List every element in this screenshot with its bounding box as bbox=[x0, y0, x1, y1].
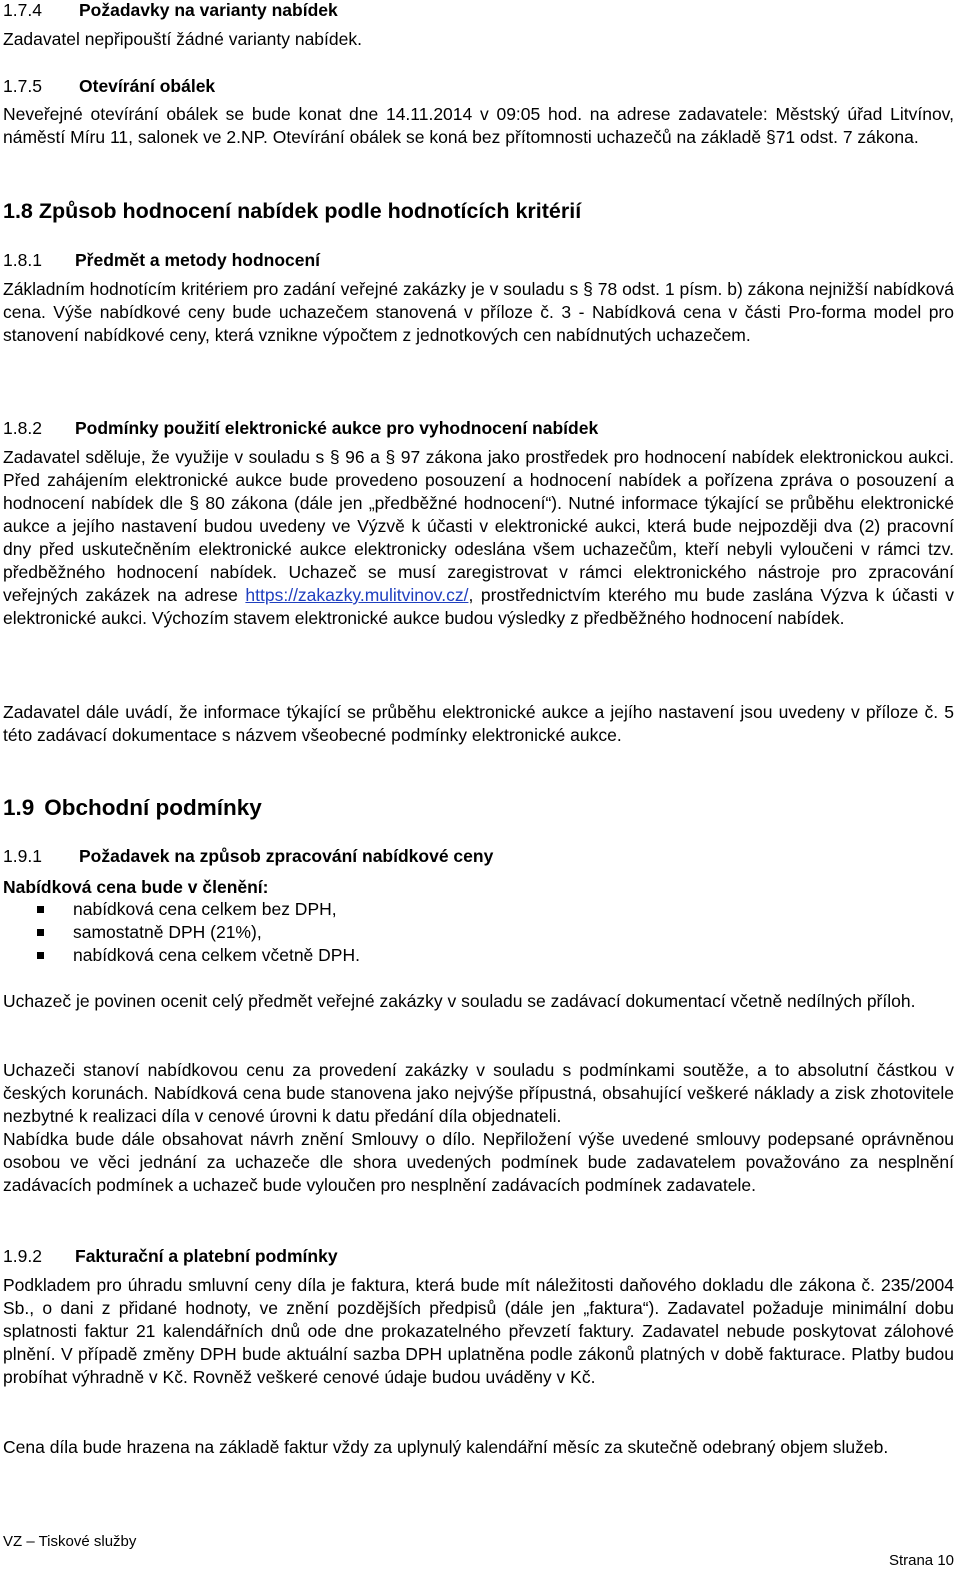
section-number: 1.8.1 bbox=[3, 250, 42, 270]
paragraph: Uchazeči stanoví nabídkovou cenu za provedení zakázky v souladu s podmínkami soutěže, a to absolutní částkou v českých korunách. Nabídková cena bude stanovena jako nejvýše přípustná, obsahující veškeré náklady a zisk zhotovitele nezbytné k realizaci díla v cenové úrovni k datu předání díla objednateli. bbox=[3, 1060, 954, 1126]
section-title: Předmět a metody hodnocení bbox=[75, 250, 321, 270]
list-item bbox=[0, 921, 360, 944]
section-title: Fakturační a platební podmínky bbox=[75, 1246, 338, 1266]
list-item-text: nabídková cena celkem bez DPH, bbox=[73, 899, 337, 919]
price-breakdown-list bbox=[0, 898, 360, 967]
zakazky-link[interactable]: https://zakazky.mulitvinov.cz/ bbox=[245, 585, 469, 605]
bullet-square-icon bbox=[37, 906, 44, 913]
bullet-square-icon bbox=[37, 929, 44, 936]
paragraph: Cena díla bude hrazena na základě faktur vždy za uplynulý kalendářní měsíc za skutečně odebraný objem služeb. bbox=[3, 1437, 889, 1457]
paragraph: Zadavatel nepřipouští žádné varianty nabídek. bbox=[3, 29, 362, 49]
paragraph: Nabídka bude dále obsahovat návrh znění Smlouvy o dílo. Nepřiložení výše uvedené smlouvy podepsané oprávněnou osobou ve věci jednání za uchazeče dle shora uvedených podmínek bude zadavatelem považováno za nesplnění zadávacích podmínek a uchazeč bude vyloučen pro nesplnění zadávacích podmínek zadavatele. bbox=[3, 1129, 954, 1195]
section-title: Podmínky použití elektronické aukce pro vyhodnocení nabídek bbox=[75, 418, 599, 438]
section-title: Požadavek na způsob zpracování nabídkové ceny bbox=[79, 846, 494, 866]
section-number: 1.7.4 bbox=[3, 0, 42, 20]
section-number: 1.8.2 bbox=[3, 418, 42, 438]
list-lead: Nabídková cena bude v členění: bbox=[3, 877, 269, 897]
heading-1-8-1 bbox=[3, 250, 320, 271]
section-number: 1.9.2 bbox=[3, 1246, 42, 1266]
list-item bbox=[0, 898, 360, 921]
heading-1-8 bbox=[3, 199, 581, 224]
paragraph bbox=[3, 446, 954, 630]
section-number: 1.8 bbox=[3, 199, 33, 223]
page-number: Strana 10 bbox=[888, 1552, 954, 1569]
list-item-text: nabídková cena celkem včetně DPH. bbox=[73, 945, 360, 965]
section-title: Otevírání obálek bbox=[79, 76, 216, 96]
paragraph: Základním hodnotícím kritériem pro zadání veřejné zakázky je v souladu s § 78 odst. 1 písm. b) zákona nejnižší nabídková cena. Výše nabídkové ceny bude uchazečem stanovená v příloze č. 3 - Nabídková cena v části Pro-forma model pro stanovení nabídkové ceny, která vznikne výpočtem z jednotkových cen nabídnutých uchazečem. bbox=[3, 279, 954, 345]
heading-1-9-1 bbox=[3, 846, 493, 867]
section-number: 1.7.5 bbox=[3, 76, 42, 96]
paragraph: Neveřejné otevírání obálek se bude konat dne 14.11.2014 v 09:05 hod. na adrese zadavatele: Městský úřad Litvínov, náměstí Míru 11, salonek ve 2.NP. Otevírání obálek se koná bez přítomnosti uchazečů na základě §71 odst. 7 zákona. bbox=[3, 104, 954, 147]
section-number: 1.9.1 bbox=[3, 846, 42, 866]
paragraph-text: , prostřednictvím kterého mu bude zaslána Výzva k účasti v elektronické aukci. Výchozím stavem elektronické aukce budou výsledky z předběžného hodnocení nabídek. bbox=[3, 585, 954, 628]
paragraph-text: Zadavatel sděluje, že využije v souladu s § 96 a § 97 zákona jako prostředek pro hodnocení nabídek elektronickou aukci. Před zahájením elektronické aukce bude provedeno posouzení a hodnocení nabídek a pořízena zpráva o posouzení a hodnocení nabídek dle § 80 zákona (dále jen „předběžné hodnocení“). Nutné informace týkající se průběhu elektronické aukce a jejího nastavení budou uvedeny ve Výzvě k účasti v elektronické aukci, která bude nejpozději dva (2) pracovní dny před uskutečněním elektronické aukce elektronicky odeslána všem uchazečům, kteří nebyli vyloučeni v rámci tzv. předběžného hodnocení nabídek. Uchazeč se musí zaregistrovat v rámci elektronického nástroje pro zpracování veřejných zakázek na adrese bbox=[3, 447, 954, 605]
bullet-square-icon bbox=[37, 952, 44, 959]
section-title: Způsob hodnocení nabídek podle hodnotících kritérií bbox=[38, 199, 582, 223]
heading-1-7-5 bbox=[3, 76, 215, 97]
paragraph: Zadavatel dále uvádí, že informace týkající se průběhu elektronické aukce a jejího nastavení jsou uvedeny v příloze č. 5 této zadávací dokumentace s názvem všeobecné podmínky elektronické aukce. bbox=[3, 702, 954, 745]
heading-1-7-4 bbox=[3, 0, 338, 21]
section-title: Obchodní podmínky bbox=[44, 795, 262, 820]
paragraph: Podkladem pro úhradu smluvní ceny díla je faktura, která bude mít náležitosti daňového dokladu dle zákona č. 235/2004 Sb., o dani z přidané hodnoty, ve znění pozdějších předpisů (dále jen „faktura“). Zadavatel požaduje minimální dobu splatnosti faktur 21 kalendářních dnů ode dne prokazatelného převzetí faktury. Zadavatel nebude poskytovat zálohové plnění. V případě změny DPH bude aktuální sazba DPH uplatněna podle zákonů platných v době fakturace. Platby budou probíhat výhradně v Kč. Rovněž veškeré cenové údaje budou uváděny v Kč. bbox=[3, 1275, 954, 1387]
heading-1-9 bbox=[3, 795, 262, 821]
paragraph: Uchazeč je povinen ocenit celý předmět veřejné zakázky v souladu se zadávací dokumentací včetně nedílných příloh. bbox=[3, 991, 916, 1011]
list-item bbox=[0, 944, 360, 967]
list-item-text: samostatně DPH (21%), bbox=[73, 922, 262, 942]
section-number: 1.9 bbox=[3, 795, 35, 820]
heading-1-8-2 bbox=[3, 418, 598, 439]
footer-title: VZ – Tiskové služby bbox=[3, 1533, 137, 1550]
section-title: Požadavky na varianty nabídek bbox=[79, 0, 338, 20]
heading-1-9-2 bbox=[3, 1246, 338, 1267]
